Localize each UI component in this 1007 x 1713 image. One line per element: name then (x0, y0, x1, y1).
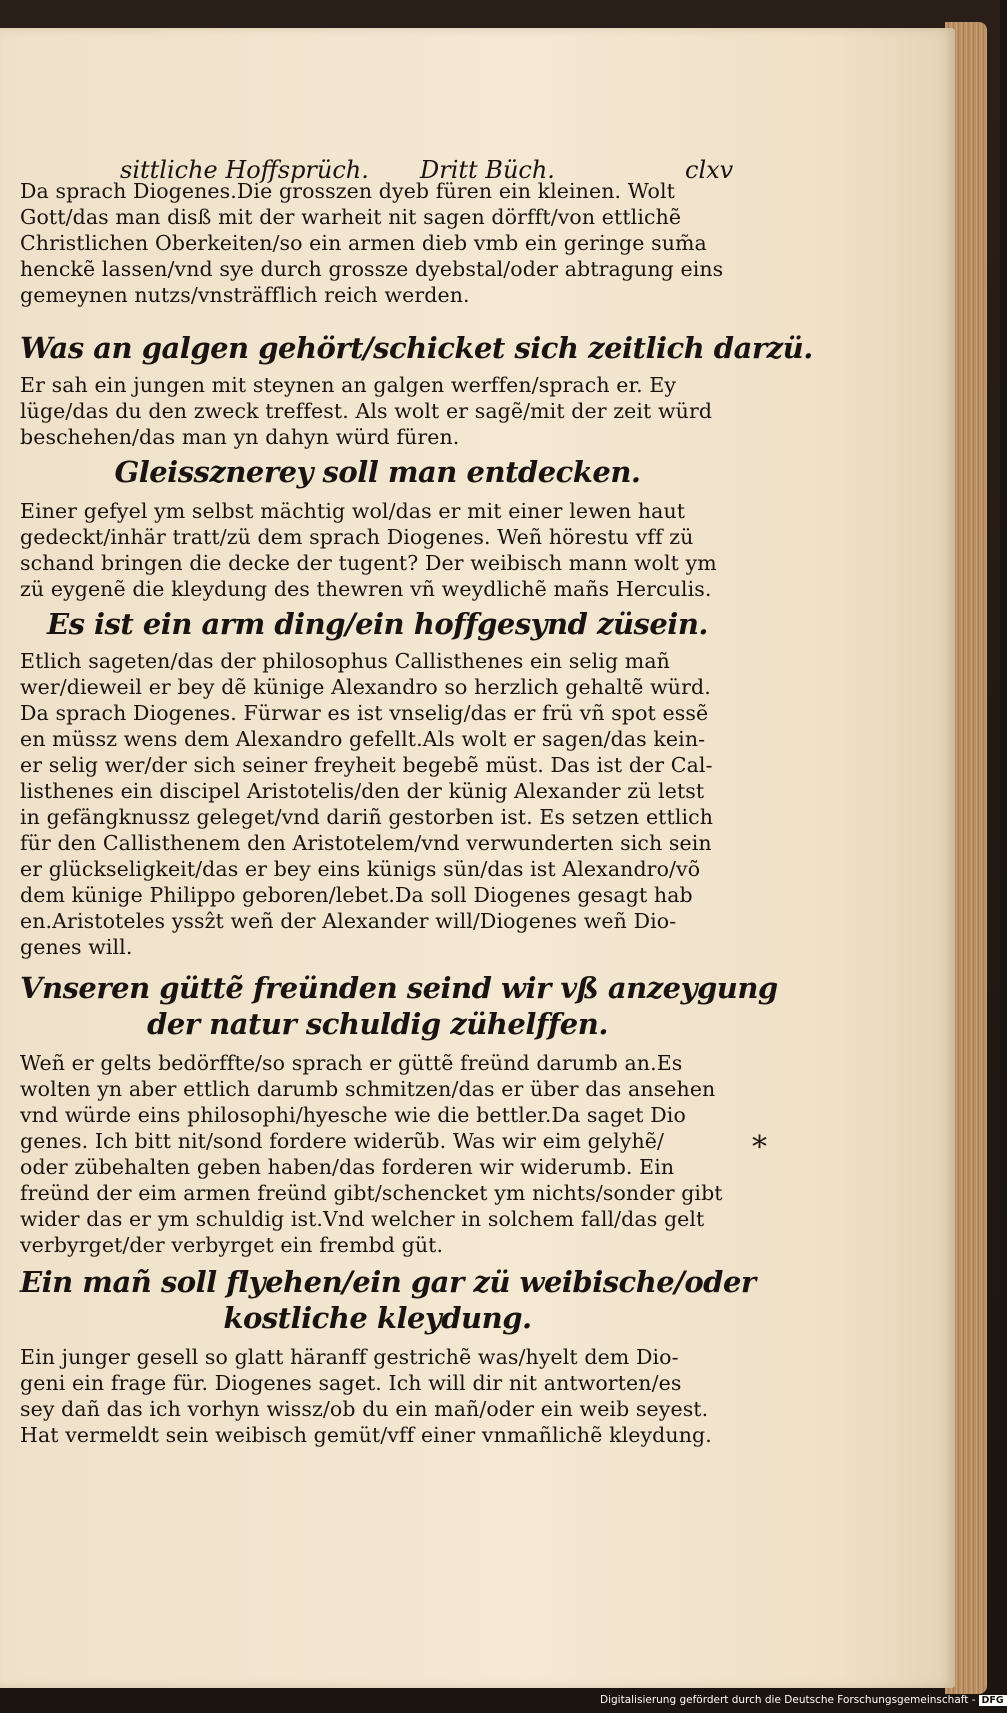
text-line: henckẽ lassen/vnd sye durch grossze dyebstal/oder abtragung eins (20, 257, 724, 281)
text-line: wer/dieweil er bey dẽ künige Alexandro so herzlich gehaltẽ würd. (20, 675, 711, 699)
paragraph-5 (20, 1050, 735, 1258)
text-line: freünd der eim armen freünd gibt/schencket ym nichts/sonder gibt (20, 1181, 723, 1205)
text-line: oder zübehalten geben haben/das forderen wir widerumb. Ein (20, 1155, 675, 1179)
text-line: Ein junger gesell so glatt häranff gestrichẽ was/hyelt dem Dio- (20, 1345, 679, 1369)
paragraph-2 (20, 372, 735, 450)
text-line: für den Callisthenem den Aristotelem/vnd verwunderten sich sein (20, 831, 712, 855)
digitization-footer (600, 1694, 1004, 1710)
text-line: gedeckt/inhär tratt/zü dem sprach Diogenes. Weñ hörestu vff zü (20, 525, 694, 549)
text-line: Christlichen Oberkeiten/so ein armen dieb vmb ein geringe sum̃a (20, 231, 707, 255)
text-line: er selig wer/der sich seiner freyheit begebẽ müst. Das ist der Cal- (20, 753, 713, 777)
folio-number: clxv (685, 156, 734, 184)
section-heading-5: Ein mañ soll flyehen/ein gar zü weibische/oder kostliche kleydung. (20, 1265, 756, 1335)
text-line: verbyrget/der verbyrget ein frembd güt. (20, 1233, 444, 1257)
running-title: sittliche Hoffsprüch. (120, 156, 369, 184)
paragraph-3 (20, 498, 735, 602)
text-line: Gott/das man disß mit der warheit nit sagen dörfft/von ettlichẽ (20, 205, 682, 229)
section-heading-3: Es ist ein arm ding/ein hoffgesynd züsein. (46, 607, 709, 641)
text-line: sey dañ das ich vorhyn wissz/ob du ein mañ/oder ein weib seyest. (20, 1397, 709, 1421)
footer-text: Digitalisierung gefördert durch die Deutsche Forschungsgemeinschaft - (600, 1694, 976, 1706)
book-page (0, 28, 955, 1688)
text-line: genes will. (20, 935, 133, 959)
text-line: wider das er ym schuldig ist.Vnd welcher in solchem fall/das gelt (20, 1207, 705, 1231)
section-heading-2: Gleissznerey soll man entdecken. (114, 455, 641, 489)
text-line: vnd würde eins philosophi/hyesche wie die bettler.Da saget Dio (20, 1103, 686, 1127)
paragraph-1 (20, 178, 735, 308)
text-line: Da sprach Diogenes.Die grosszen dyeb füren ein kleinen. Wolt (20, 179, 675, 203)
text-line: Einer gefyel ym selbst mächtig wol/das er mit einer lewen haut (20, 499, 686, 523)
text-line: en.Aristoteles yssẑt weñ der Alexander will/Diogenes weñ Dio- (20, 909, 677, 933)
text-line: dem künige Philippo geboren/lebet.Da soll Diogenes gesagt hab (20, 883, 693, 907)
book-number: Dritt Büch. (420, 156, 555, 184)
dfg-logo: DFG (979, 1695, 1007, 1706)
marginal-asterisk: * (752, 1130, 767, 1165)
text-line: Etlich sageten/das der philosophus Callisthenes ein selig mañ (20, 649, 670, 673)
text-line: genes. Ich bitt nit/sond fordere widerũb. Was wir eim gelyhẽ/ (20, 1129, 665, 1153)
text-line: er glückseligkeit/das er bey eins künigs sün/das ist Alexandro/võ (20, 857, 701, 881)
text-line: Er sah ein jungen mit steynen an galgen werffen/sprach er. Ey (20, 373, 677, 397)
text-line: wolten yn aber ettlich darumb schmitzen/das er über das ansehen (20, 1077, 716, 1101)
text-line: Hat vermeldt sein weibisch gemüt/vff einer vnmañlichẽ kleydung. (20, 1423, 712, 1447)
paragraph-6 (20, 1344, 735, 1448)
text-line: zü eygenẽ die kleydung des thewren vñ weydlichẽ mañs Herculis. (20, 577, 712, 601)
text-line: en müssz wens dem Alexandro gefellt.Als wolt er sagen/das kein- (20, 727, 706, 751)
text-line: beschehen/das man yn dahyn würd füren. (20, 425, 460, 449)
text-line: Weñ er gelts bedörffte/so sprach er güttẽ freünd darumb an.Es (20, 1051, 683, 1075)
text-line: listhenes ein discipel Aristotelis/den der künig Alexander zü letst (20, 779, 705, 803)
section-heading-1: Was an galgen gehört/schicket sich zeitlich darzü. (20, 331, 813, 365)
text-line: gemeynen nutzs/vnsträfflich reich werden. (20, 283, 470, 307)
text-line: geni ein frage für. Diogenes saget. Ich will dir nit antworten/es (20, 1371, 682, 1395)
text-line: lüge/das du den zweck treffest. Als wolt er sagẽ/mit der zeit würd (20, 399, 713, 423)
section-heading-4: Vnseren güttẽ freünden seind wir vß anzeygung der natur schuldig zühelffen. (20, 971, 778, 1041)
text-block (20, 148, 813, 1488)
text-line: schand bringen die decke der tugent? Der weibisch mann wolt ym (20, 551, 717, 575)
text-line: in gefängknussz geleget/vnd dariñ gestorben ist. Es setzen ettlich (20, 805, 714, 829)
paragraph-4 (20, 648, 735, 960)
text-line: Da sprach Diogenes. Fürwar es ist vnselig/das er frü vñ spot essẽ (20, 701, 709, 725)
